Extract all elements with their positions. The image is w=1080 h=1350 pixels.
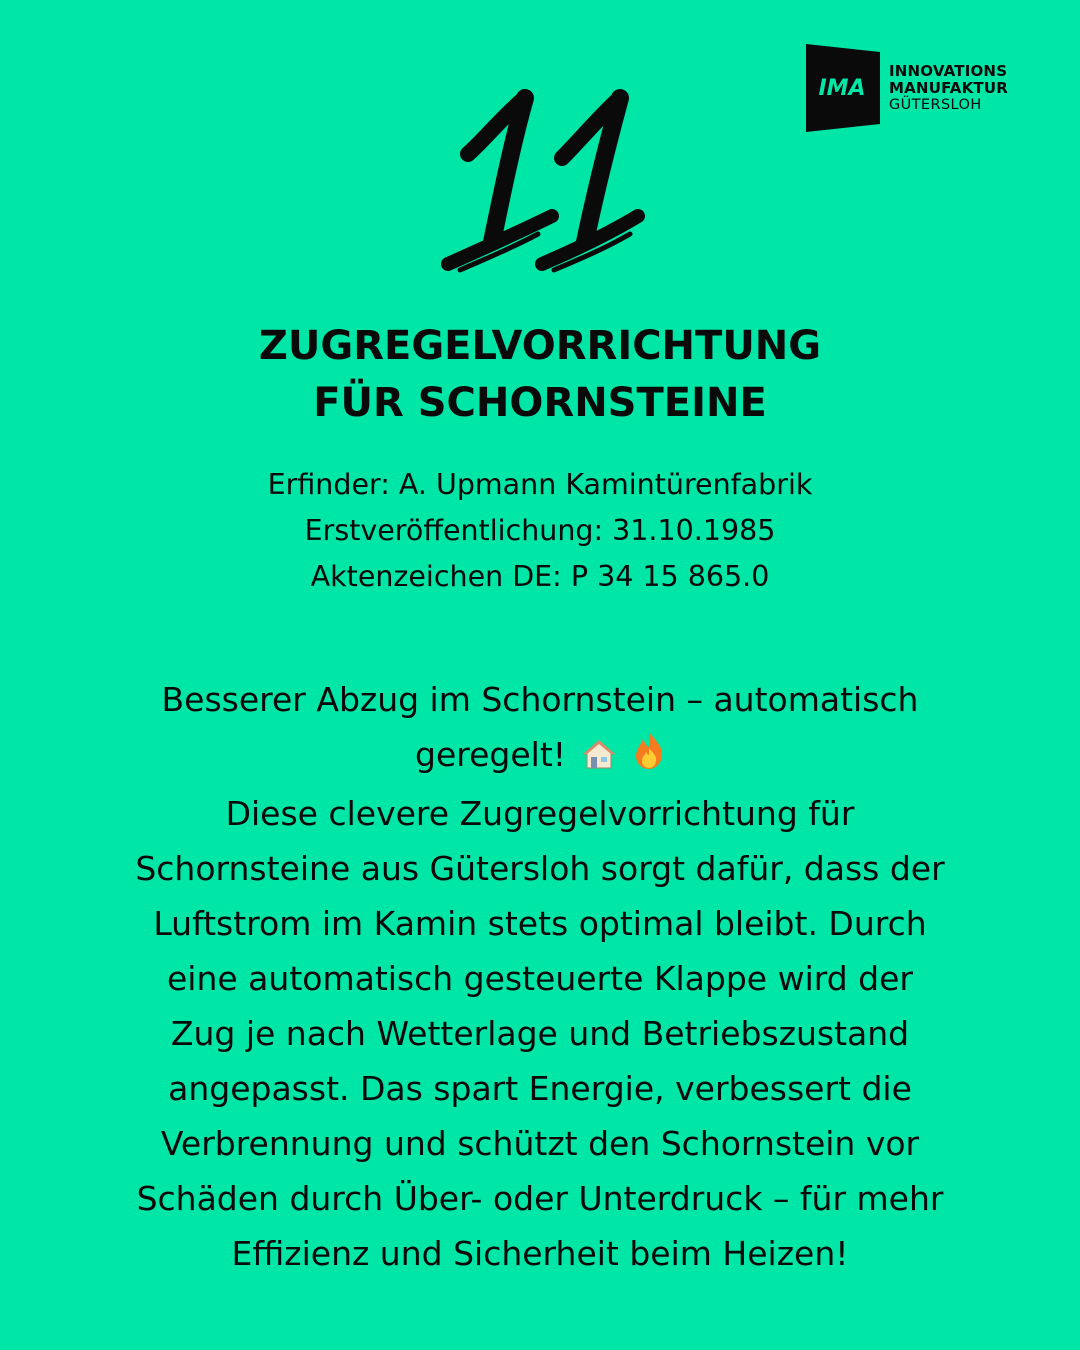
ima-logo (804, 44, 1008, 132)
publication-date-text: Erstveröffentlichung: 31.10.1985 (304, 514, 776, 547)
invention-meta (0, 462, 1080, 600)
logo-wordmark (889, 63, 1008, 114)
description-line: Effizienz und Sicherheit beim Heizen! (231, 1234, 849, 1273)
house-icon (582, 731, 616, 786)
logo-line-2: MANUFAKTUR (889, 78, 1008, 97)
description-line-with-icons (80, 727, 1000, 786)
ima-logo-mark (804, 44, 880, 132)
entry-number (430, 84, 650, 288)
description-line: Luftstrom im Kamin stets optimal bleibt. Durch (153, 904, 927, 943)
invention-title (0, 318, 1080, 432)
file-number-text: Aktenzeichen DE: P 34 15 865.0 (310, 560, 770, 593)
description-line: Zug je nach Wetterlage und Betriebszustand (170, 1014, 910, 1053)
description-line: Diese clevere Zugregelvorrichtung für (225, 794, 855, 833)
description-line: geregelt! (415, 735, 566, 774)
description-line: Schäden durch Über- oder Unterdruck – für mehr (136, 1179, 944, 1218)
description-line: Verbrennung und schützt den Schornstein vor (160, 1124, 920, 1163)
logo-line-1: INNOVATIONS (889, 61, 1008, 80)
title-line-2: FÜR SCHORNSTEINE (313, 380, 767, 426)
description (80, 672, 1000, 1281)
description-line: eine automatisch gesteuerte Klappe wird der (167, 959, 913, 998)
title-line-1: ZUGREGELVORRICHTUNG (258, 323, 822, 369)
logo-mark-text: IMA (818, 75, 866, 101)
brush-number-graphic (430, 84, 650, 284)
fire-icon (633, 730, 665, 786)
description-line: Schornsteine aus Gütersloh sorgt dafür, dass der (135, 849, 945, 888)
logo-line-3: GÜTERSLOH (889, 96, 982, 113)
inventor-text: Erfinder: A. Upmann Kamintürenfabrik (267, 468, 813, 501)
description-line: angepasst. Das spart Energie, verbessert die (168, 1069, 912, 1108)
description-line: Besserer Abzug im Schornstein – automatisch (161, 680, 919, 719)
